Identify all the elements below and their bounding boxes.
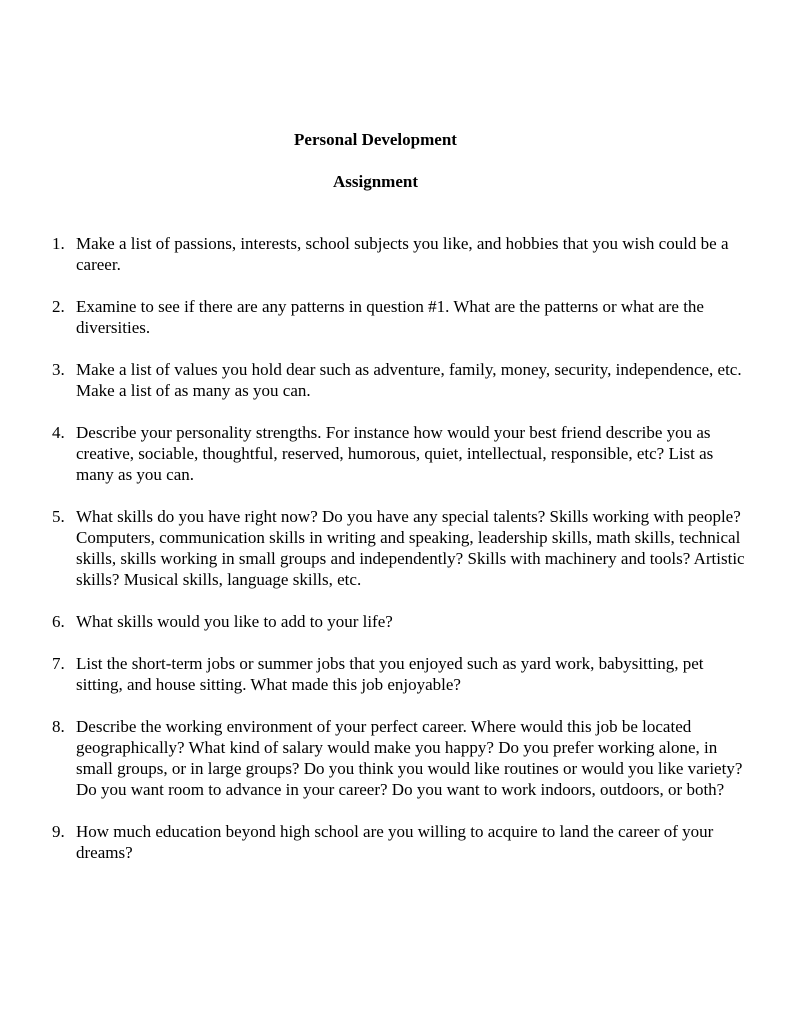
item-number: 7.: [52, 654, 65, 673]
item-number: 4.: [52, 423, 65, 442]
list-item: [52, 653, 752, 695]
item-number: 3.: [52, 360, 65, 379]
list-item: [52, 233, 752, 275]
item-text: Describe your personality strengths. For instance how would your best friend describe you as creative, sociable, thoughtful, reserved, humorous, quiet, intellectual, responsible, etc? List as many as you can.: [76, 423, 714, 484]
assignment-list: [52, 233, 752, 884]
item-number: 5.: [52, 507, 65, 526]
item-number: 1.: [52, 234, 65, 253]
item-text: What skills do you have right now? Do you have any special talents? Skills working with people? Computers, communication skills in writing and speaking, leadership skills, math skills, technical skills, skills working in small groups and independently? Skills with machinery and tools? Artistic skills? Musical skills, language skills, etc.: [76, 507, 745, 589]
item-number: 8.: [52, 717, 65, 736]
list-item: [52, 611, 752, 632]
list-item: [52, 821, 752, 863]
list-item: [52, 422, 752, 485]
item-number: 6.: [52, 612, 65, 631]
item-text: Make a list of values you hold dear such as adventure, family, money, security, independence, etc. Make a list of as many as you can.: [76, 360, 742, 400]
list-item: [52, 296, 752, 338]
page-subtitle: Assignment: [332, 172, 418, 191]
list-item: [52, 506, 752, 590]
page-title: Personal Development: [294, 130, 457, 149]
item-text: Make a list of passions, interests, school subjects you like, and hobbies that you wish could be a career.: [76, 234, 729, 274]
item-text: List the short-term jobs or summer jobs that you enjoyed such as yard work, babysitting, pet sitting, and house sitting. What made this job enjoyable?: [76, 654, 704, 694]
item-text: How much education beyond high school are you willing to acquire to land the career of your dreams?: [76, 822, 714, 862]
item-text: Examine to see if there are any patterns in question #1. What are the patterns or what are the diversities.: [76, 297, 704, 337]
item-number: 2.: [52, 297, 65, 316]
list-item: [52, 359, 752, 401]
item-text: Describe the working environment of your perfect career. Where would this job be located geographically? What kind of salary would make you happy? Do you prefer working alone, in small groups, or in large groups? Do you think you would like routines or would you like variety? Do you want room to advance in your career? Do you want to work indoors, outdoors, or both?: [76, 717, 743, 799]
item-number: 9.: [52, 822, 65, 841]
item-text: What skills would you like to add to your life?: [76, 612, 393, 631]
list-item: [52, 716, 752, 800]
